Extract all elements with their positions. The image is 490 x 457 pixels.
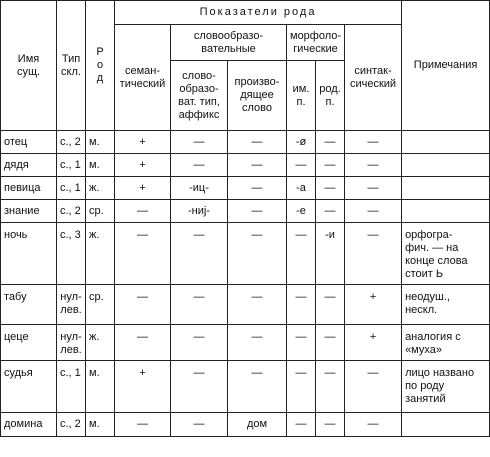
cell-declension: с., 3 <box>57 223 86 285</box>
cell-nominative: -ø <box>287 131 316 154</box>
cell-noun: табу <box>1 285 57 325</box>
cell-derived-word: — <box>228 154 287 177</box>
cell-derived-word: — <box>228 200 287 223</box>
cell-semantic: + <box>115 177 171 200</box>
cell-genitive: — <box>316 177 345 200</box>
table-row <box>1 361 490 413</box>
cell-noun: знание <box>1 200 57 223</box>
cell-note: неодуш., нескл. <box>402 285 490 325</box>
cell-semantic: — <box>115 325 171 361</box>
header-notes: Примечания <box>402 1 490 131</box>
cell-gender: м. <box>86 413 115 437</box>
cell-noun: судья <box>1 361 57 413</box>
header-morphological: морфоло- гические <box>287 25 345 61</box>
table-row <box>1 413 490 437</box>
cell-nominative: — <box>287 285 316 325</box>
cell-gender: ср. <box>86 200 115 223</box>
cell-semantic: — <box>115 413 171 437</box>
cell-gender: м. <box>86 131 115 154</box>
cell-gender: ж. <box>86 223 115 285</box>
cell-derived-word: — <box>228 285 287 325</box>
cell-noun: ночь <box>1 223 57 285</box>
header-genitive-case: род. п. <box>316 61 345 131</box>
cell-genitive: -и <box>316 223 345 285</box>
cell-genitive: — <box>316 361 345 413</box>
cell-nominative: — <box>287 223 316 285</box>
cell-derivational-type: — <box>171 154 228 177</box>
table-row <box>1 154 490 177</box>
cell-derivational-type: — <box>171 325 228 361</box>
table-row <box>1 325 490 361</box>
cell-declension: с., 2 <box>57 200 86 223</box>
cell-genitive: — <box>316 154 345 177</box>
cell-syntactic: — <box>345 131 402 154</box>
table-row <box>1 200 490 223</box>
cell-syntactic: + <box>345 285 402 325</box>
cell-declension: нул- лев. <box>57 285 86 325</box>
cell-note <box>402 131 490 154</box>
cell-note <box>402 413 490 437</box>
cell-declension: с., 1 <box>57 177 86 200</box>
cell-declension: с., 1 <box>57 154 86 177</box>
header-derivational: словообразо- вательные <box>171 25 287 61</box>
header-derived-word: произво- дящее слово <box>228 61 287 131</box>
header-declension-type: Тип скл. <box>57 1 86 131</box>
header-noun: Имя сущ. <box>1 1 57 131</box>
cell-noun: певица <box>1 177 57 200</box>
cell-semantic: + <box>115 131 171 154</box>
cell-syntactic: — <box>345 223 402 285</box>
header-gender-indicators: Показатели рода <box>115 1 402 25</box>
cell-semantic: — <box>115 223 171 285</box>
cell-noun: домина <box>1 413 57 437</box>
header-derivational-type-affix: слово- образо- ват. тип, аффикс <box>171 61 228 131</box>
header-gender <box>86 1 115 131</box>
cell-noun: отец <box>1 131 57 154</box>
cell-semantic: + <box>115 361 171 413</box>
cell-nominative: — <box>287 413 316 437</box>
table-row <box>1 131 490 154</box>
cell-syntactic: — <box>345 200 402 223</box>
cell-derivational-type: — <box>171 223 228 285</box>
header-gender-label: Р о д <box>96 46 104 84</box>
cell-syntactic: — <box>345 154 402 177</box>
table-row <box>1 177 490 200</box>
cell-note: орфогра- фич. — на конце слова стоит Ь <box>402 223 490 285</box>
cell-noun: дядя <box>1 154 57 177</box>
cell-gender: ср. <box>86 285 115 325</box>
cell-derivational-type: -иц- <box>171 177 228 200</box>
cell-derived-word: дом <box>228 413 287 437</box>
cell-derivational-type: -ниj- <box>171 200 228 223</box>
cell-nominative: -а <box>287 177 316 200</box>
cell-derivational-type: — <box>171 131 228 154</box>
header-semantic: семан- тический <box>115 25 171 131</box>
cell-noun: цеце <box>1 325 57 361</box>
cell-derivational-type: — <box>171 285 228 325</box>
cell-semantic: — <box>115 285 171 325</box>
cell-derived-word: — <box>228 177 287 200</box>
cell-nominative: -е <box>287 200 316 223</box>
cell-derived-word: — <box>228 223 287 285</box>
cell-gender: м. <box>86 361 115 413</box>
cell-gender: ж. <box>86 177 115 200</box>
header-nominative-case: им. п. <box>287 61 316 131</box>
cell-derived-word: — <box>228 131 287 154</box>
table-row <box>1 285 490 325</box>
cell-gender: ж. <box>86 325 115 361</box>
cell-note <box>402 200 490 223</box>
cell-derivational-type: — <box>171 361 228 413</box>
cell-declension: нул- лев. <box>57 325 86 361</box>
cell-syntactic: — <box>345 413 402 437</box>
cell-genitive: — <box>316 200 345 223</box>
cell-declension: с., 2 <box>57 131 86 154</box>
cell-derived-word: — <box>228 361 287 413</box>
cell-declension: с., 2 <box>57 413 86 437</box>
table-row <box>1 223 490 285</box>
cell-note: лицо названо по роду занятий <box>402 361 490 413</box>
cell-genitive: — <box>316 131 345 154</box>
cell-semantic: — <box>115 200 171 223</box>
cell-note <box>402 154 490 177</box>
cell-genitive: — <box>316 413 345 437</box>
cell-syntactic: + <box>345 325 402 361</box>
cell-nominative: — <box>287 154 316 177</box>
cell-genitive: — <box>316 285 345 325</box>
cell-note <box>402 177 490 200</box>
cell-derived-word: — <box>228 325 287 361</box>
cell-derivational-type: — <box>171 413 228 437</box>
cell-nominative: — <box>287 361 316 413</box>
cell-syntactic: — <box>345 177 402 200</box>
cell-note: аналогия с «муха» <box>402 325 490 361</box>
cell-semantic: + <box>115 154 171 177</box>
cell-declension: с., 1 <box>57 361 86 413</box>
cell-nominative: — <box>287 325 316 361</box>
cell-syntactic: — <box>345 361 402 413</box>
cell-genitive: — <box>316 325 345 361</box>
header-syntactic: синтак- сический <box>345 25 402 131</box>
cell-gender: м. <box>86 154 115 177</box>
